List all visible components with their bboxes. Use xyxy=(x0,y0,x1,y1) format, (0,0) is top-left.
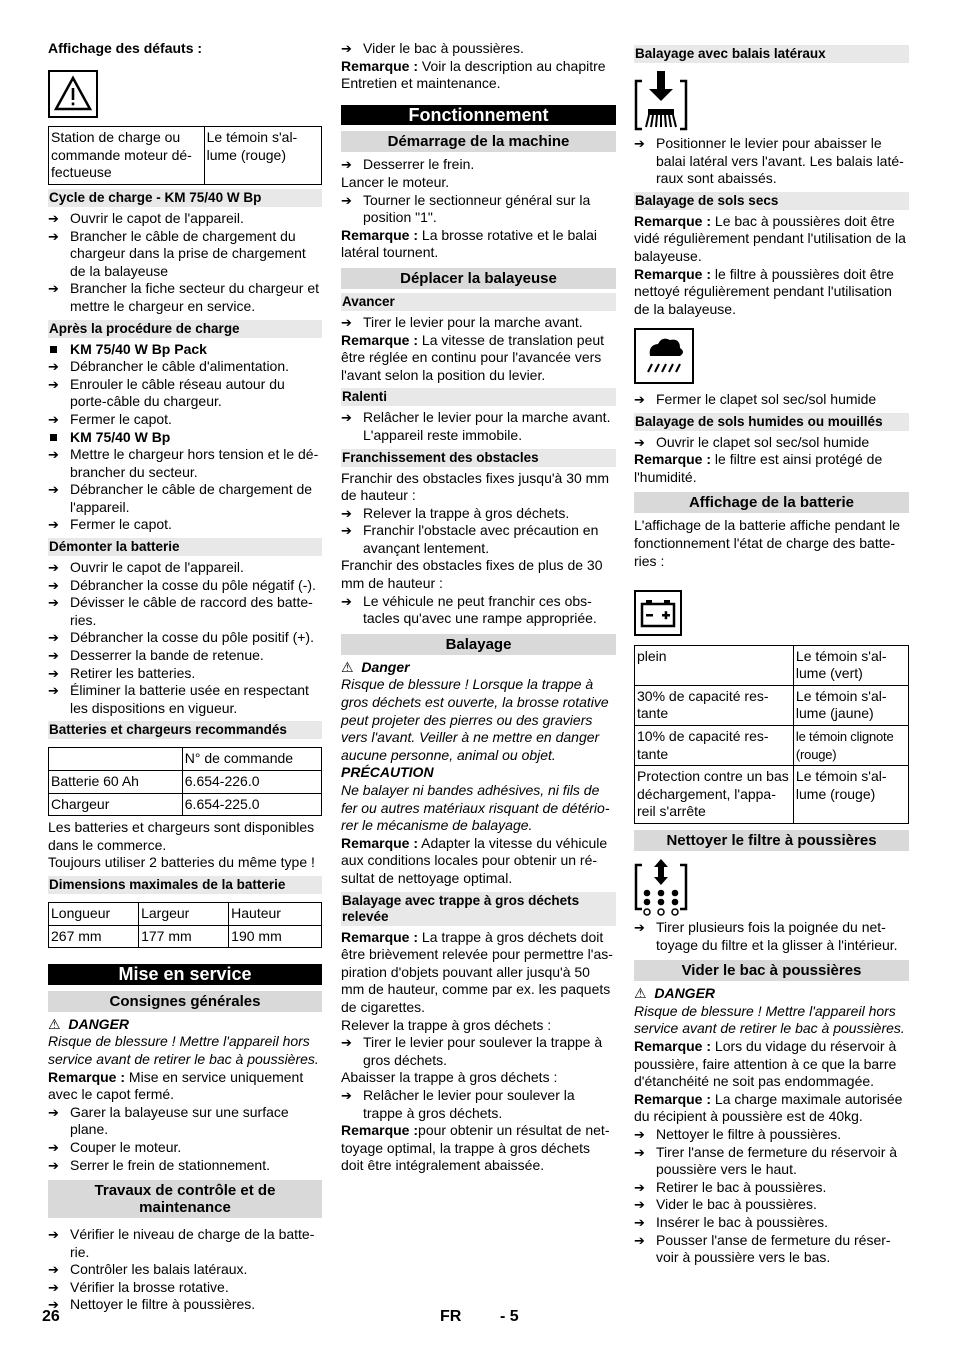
list-item: ➔ Desserrer la bande de retenue. xyxy=(48,647,322,665)
danger-text: Risque de blessure ! Mettre l'appareil hors service avant de retirer le bac à poussières. xyxy=(634,1002,905,1037)
remark-text: La charge maximale autorisée du récipient à poussière est de 40kg. xyxy=(634,1090,903,1125)
battery-icon xyxy=(634,590,682,636)
danger-label xyxy=(634,985,909,1003)
table-cell: Hauteur xyxy=(229,902,322,925)
precaution-text: Ne balayer ni bandes adhésives, ni fils de fer ou autres matériaux risquant de détério-rer le mécanisme de balayage. xyxy=(341,782,610,834)
list-item: ➔ Débrancher la cosse du pôle positif (+). xyxy=(48,629,322,647)
list-item: ➔ Vérifier le niveau de charge de la batte-rie. xyxy=(48,1226,322,1261)
remark-text: La vitesse de translation peut être réglée en continu pour l'avancée vers l'avant selon la position du levier. xyxy=(341,331,605,383)
remark-text: Adapter la vitesse du véhicule aux conditions locales pour obtenir un ré-sultat de nettoyage optimal. xyxy=(341,834,608,886)
list-item: ➔ Desserrer le frein. xyxy=(341,156,616,174)
list-item: ➔ Fermer le clapet sol sec/sol humide xyxy=(634,391,909,409)
remark-text: Voir la description au chapitre Entretien et maintenance. xyxy=(341,57,606,92)
list-item: ➔ Ouvrir le capot de l'appareil. xyxy=(48,210,322,228)
list-item: ➔ Éliminer la batterie usée en respectant les dispositions en vigueur. xyxy=(48,682,322,717)
list-item: ➔ Retirer les batteries. xyxy=(48,665,322,683)
table-cell: Le témoin s'al-lume (vert) xyxy=(793,645,908,685)
paragraph: Lancer le moteur. xyxy=(341,173,450,190)
paragraph: L'affichage de la batterie affiche pendant le fonctionnement l'état de charge des batte-ries : xyxy=(634,517,901,569)
filtre-heading: Nettoyer le filtre à poussières xyxy=(634,830,909,851)
remark xyxy=(341,227,616,262)
recommended-note: Les batteries et chargeurs sont disponibles dans le commerce. xyxy=(48,819,315,853)
list-item: ➔ Mettre le chargeur hors tension et le dé-brancher du secteur. xyxy=(48,446,322,481)
list-item: ➔ Contrôler les balais latéraux. xyxy=(48,1261,322,1279)
list-item: ➔ Tourner le sectionneur général sur la position "1". xyxy=(341,192,616,227)
travaux-heading: Travaux de contrôle et de maintenance xyxy=(48,1180,322,1218)
column-2 xyxy=(341,40,616,1175)
remark xyxy=(634,1038,909,1091)
remark-label: Remarque : xyxy=(634,1038,712,1054)
remark xyxy=(341,929,616,1017)
table-cell: Protection contre un bas déchargement, l'appa-reil s'arrête xyxy=(635,766,794,824)
recommended-table xyxy=(48,747,322,816)
remark-text: La brosse rotative et le balai latéral tournent. xyxy=(341,226,598,261)
remark xyxy=(634,451,909,486)
list-item: ➔ Relâcher le levier pour la marche avant. L'appareil reste immobile. xyxy=(341,409,616,444)
list-item: ➔ Relâcher le levier pour soulever la trappe à gros déchets. xyxy=(341,1087,616,1122)
secs-heading: Balayage de sols secs xyxy=(634,192,909,210)
remark xyxy=(341,835,616,888)
table-cell: N° de commande xyxy=(182,748,321,771)
list-item: ➔ Vider le bac à poussières. xyxy=(341,40,616,58)
list-item: ➔ Retirer le bac à poussières. xyxy=(634,1179,909,1197)
table-row xyxy=(635,766,909,824)
remark xyxy=(634,266,909,319)
consignes-heading: Consignes générales xyxy=(48,991,322,1012)
list-item: ➔ Tirer le levier pour la marche avant. xyxy=(341,314,616,332)
battery-table xyxy=(634,645,909,824)
section-page-number: - 5 xyxy=(500,1308,519,1325)
table-row xyxy=(635,645,909,685)
list-item: ➔ Garer la balayeuse sur une surface plane. xyxy=(48,1104,322,1139)
list-item: ➔ Le véhicule ne peut franchir ces obs-tacles qu'avec une rampe appropriée. xyxy=(341,593,616,628)
avancer-heading: Avancer xyxy=(341,293,616,311)
list-item: ➔ Ouvrir le capot de l'appareil. xyxy=(48,559,322,577)
list-item: ➔ Tirer plusieurs fois la poignée du net-toyage du filtre et la glisser à l'intérieur. xyxy=(634,919,909,954)
remark-label: Remarque : xyxy=(341,226,419,243)
danger-label-text: DANGER xyxy=(68,1015,130,1032)
list-item: ➔ Nettoyer le filtre à poussières. xyxy=(48,1296,322,1314)
paragraph: Abaisser la trappe à gros déchets : xyxy=(341,1069,558,1086)
lateral-heading: Balayage avec balais latéraux xyxy=(634,45,909,63)
remark-label: Remarque : xyxy=(634,451,712,468)
remark xyxy=(341,1122,616,1175)
list-item: ➔ Dévisser le câble de raccord des batte-ries. xyxy=(48,594,322,629)
paragraph: Franchir des obstacles fixes jusqu'à 30 mm de hauteur : xyxy=(341,469,610,504)
danger-icon: ⚠ xyxy=(341,658,354,675)
page-number: 26 xyxy=(42,1308,60,1325)
deplacer-heading: Déplacer la balayeuse xyxy=(341,268,616,289)
list-item: ➔ Positionner le levier pour abaisser le balai latéral vers l'avant. Les balais laté-raux sont abaissés. xyxy=(634,135,909,188)
table-cell: 190 mm xyxy=(229,925,322,948)
table-cell: Le témoin s'al-lume (rouge) xyxy=(793,766,908,824)
list-item: ➔ Couper le moteur. xyxy=(48,1139,322,1157)
table-row xyxy=(49,793,322,816)
fault-table xyxy=(48,126,322,185)
table-cell: Batterie 60 Ah xyxy=(49,771,183,794)
remark-text: pour obtenir un résultat de net-toyage optimal, la trappe à gros déchets doit être intégralement abaissée. xyxy=(341,1122,610,1174)
table-row xyxy=(49,771,322,794)
remark xyxy=(634,213,909,266)
list-item: ➔ Vérifier la brosse rotative. xyxy=(48,1279,322,1297)
table-row xyxy=(49,925,322,948)
table-cell: Chargeur xyxy=(49,793,183,816)
remove-battery-heading: Démonter la batterie xyxy=(48,538,322,556)
remark-label: Remarque : xyxy=(341,928,419,945)
remark-text: le filtre à poussières doit être nettoyé régulièrement pendant l'utilisation de la balayeuse. xyxy=(634,265,894,317)
list-item: ➔ Serrer le frein de stationnement. xyxy=(48,1157,322,1175)
balayage-heading: Balayage xyxy=(341,634,616,655)
charge-cycle-heading: Cycle de charge - KM 75/40 W Bp xyxy=(48,189,322,207)
humides-heading: Balayage de sols humides ou mouillés xyxy=(634,413,909,431)
list-item: ➔ Franchir l'obstacle avec précaution en avançant lentement. xyxy=(341,522,616,557)
wet-floor-icon xyxy=(634,328,694,384)
danger-label xyxy=(341,659,616,677)
ralenti-heading: Ralenti xyxy=(341,388,616,406)
recommended-heading: Batteries et chargeurs recommandés xyxy=(48,721,322,739)
remark-label: Remarque : xyxy=(341,57,419,74)
table-cell: Longueur xyxy=(49,902,139,925)
table-cell: 6.654-225.0 xyxy=(182,793,321,816)
table-cell: 10% de capacité res-tante xyxy=(635,726,794,766)
column-1 xyxy=(48,40,322,1314)
dimensions-table xyxy=(48,902,322,948)
paragraph: Relever la trappe à gros déchets : xyxy=(341,1016,552,1033)
paragraph: Franchir des obstacles fixes de plus de 30 mm de hauteur : xyxy=(341,557,603,592)
batterie-heading: Affichage de la batterie xyxy=(634,492,909,513)
danger-text: Risque de blessure ! Mettre l'appareil hors service avant de retirer le bac à poussières. xyxy=(48,1033,319,1067)
franchissement-heading: Franchissement des obstacles xyxy=(341,449,616,467)
remark xyxy=(341,332,616,385)
remark-text: Le bac à poussières doit être vidé régulièrement pendant l'utilisation de la balayeuse. xyxy=(634,212,906,264)
list-item: ➔ Fermer le capot. xyxy=(48,411,322,429)
remark-text: Mise en service uniquement avec le capot fermé. xyxy=(48,1068,304,1103)
table-cell: 267 mm xyxy=(49,925,139,948)
danger-icon: ⚠ xyxy=(48,1015,61,1032)
filter-cleaning-icon xyxy=(634,859,688,917)
list-item: ➔ Fermer le capot. xyxy=(48,516,322,534)
table-cell: Le témoin s'al-lume (jaune) xyxy=(793,685,908,725)
table-cell: plein xyxy=(635,645,794,685)
remark-label: Remarque : xyxy=(341,331,419,348)
remark xyxy=(341,58,616,93)
list-item: ➔ Insérer le bac à poussières. xyxy=(634,1214,909,1232)
list-item: ➔ Relever la trappe à gros déchets. xyxy=(341,505,616,523)
trappe-heading: Balayage avec trappe à gros déchets relevée xyxy=(341,892,616,926)
danger-label-text: DANGER xyxy=(654,985,716,1002)
table-cell: Largeur xyxy=(139,902,229,925)
table-cell: 177 mm xyxy=(139,925,229,948)
danger-icon: ⚠ xyxy=(634,985,647,1002)
danger-label-text: Danger xyxy=(361,658,410,675)
table-cell: 30% de capacité res-tante xyxy=(635,685,794,725)
precaution-label: PRÉCAUTION xyxy=(341,764,434,781)
list-item: ➔ Enrouler le câble réseau autour du porte-câble du chargeur. xyxy=(48,376,322,411)
remark-label: Remarque : xyxy=(634,265,712,282)
list-item: ➔ Brancher la fiche secteur du chargeur et mettre le chargeur en service. xyxy=(48,280,322,315)
table-row xyxy=(635,726,909,766)
list-item: ➔ Ouvrir le clapet sol sec/sol humide xyxy=(634,434,909,452)
mise-en-service-heading: Mise en service xyxy=(48,964,322,985)
remark xyxy=(634,1091,909,1126)
recommended-note: Toujours utiliser 2 batteries du même type ! xyxy=(48,854,315,871)
table-row xyxy=(635,685,909,725)
table-cell: Le témoin s'al-lume (rouge) xyxy=(204,127,321,185)
remark-label: Remarque : xyxy=(48,1068,126,1085)
demarrage-heading: Démarrage de la machine xyxy=(341,131,616,152)
list-item: ➔ Débrancher la cosse du pôle négatif (-). xyxy=(48,577,322,595)
list-item: ➔ Pousser l'anse de fermeture du réser-voir à poussière vers le bas. xyxy=(634,1232,909,1267)
remark-label: Remarque : xyxy=(634,1090,712,1107)
remark-text: le filtre est ainsi protégé de l'humidité. xyxy=(634,451,883,485)
vider-heading: Vider le bac à poussières xyxy=(634,960,909,981)
list-item: ➔ Tirer le levier pour soulever la trappe à gros déchets. xyxy=(341,1034,616,1069)
table-row xyxy=(49,127,322,185)
column-3 xyxy=(634,40,909,1267)
table-cell: Station de charge ou commande moteur dé-fectueuse xyxy=(49,127,205,185)
table-row xyxy=(49,748,322,771)
list-item: ➔ Débrancher le câble d'alimentation. xyxy=(48,358,322,376)
dimensions-heading: Dimensions maximales de la batterie xyxy=(48,876,322,894)
remark-label: Remarque : xyxy=(341,834,419,851)
remark-text: La trappe à gros déchets doit être brièvement relevée pour permettre l'as-piration d'objets pouvant aller jusqu'à 50 mm de hauteur, comme par ex. les paquets de cigarettes. xyxy=(341,928,613,1015)
danger-text: Risque de blessure ! Lorsque la trappe à gros déchets est ouverte, la brosse rotative peut projeter des pierres ou des graviers vers l'avant. Veiller à ne mettre en danger aucune personne, animal ou objet. xyxy=(341,676,609,763)
table-row xyxy=(49,902,322,925)
remark-text: Lors du vidage du réservoir à poussière, faire attention à ce que la barre d'étanchéité ne soit pas endommagée. xyxy=(634,1038,897,1090)
danger-label xyxy=(48,1016,322,1034)
table-cell: le témoin clignote (rouge) xyxy=(793,726,908,766)
list-item: ➔ Nettoyer le filtre à poussières. xyxy=(634,1126,909,1144)
fonctionnement-heading: Fonctionnement xyxy=(341,105,616,126)
after-charge-heading: Après la procédure de charge xyxy=(48,320,322,338)
list-item: ➔ Débrancher le câble de chargement de l'appareil. xyxy=(48,481,322,516)
remark-label: Remarque : xyxy=(341,1122,419,1139)
list-item: ➔ Vider le bac à poussières. xyxy=(634,1196,909,1214)
fault-display-title: Affichage des défauts : xyxy=(48,40,203,56)
warning-icon xyxy=(48,70,98,118)
table-cell: 6.654-226.0 xyxy=(182,771,321,794)
model-bullet: KM 75/40 W Bp xyxy=(48,429,322,447)
table-cell xyxy=(49,748,183,771)
list-item: ➔ Brancher le câble de chargement du chargeur dans la prise de chargement de la balayeuse xyxy=(48,228,322,281)
remark xyxy=(48,1069,322,1104)
language-code: FR xyxy=(440,1308,462,1325)
list-item: ➔ Tirer l'anse de fermeture du réservoir à poussière vers le haut. xyxy=(634,1144,909,1179)
remark-label: Remarque : xyxy=(634,212,712,229)
model-bullet: KM 75/40 W Bp Pack xyxy=(48,341,322,359)
side-brush-icon xyxy=(634,69,688,133)
